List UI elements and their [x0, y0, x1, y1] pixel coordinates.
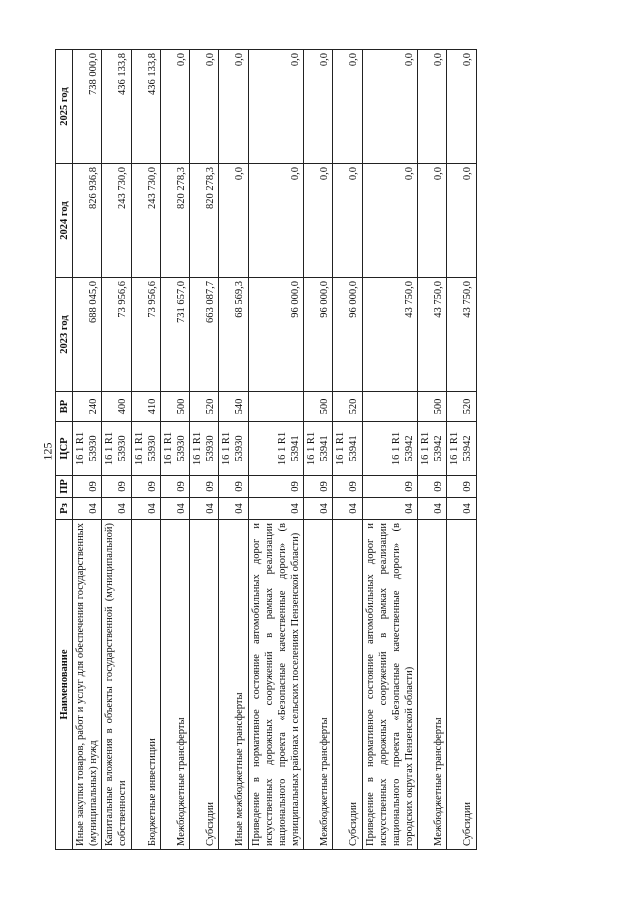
cell-2025: 0,0 [333, 50, 362, 164]
cell-2024: 0,0 [418, 164, 447, 278]
header-vr: ВР [56, 392, 73, 422]
table-row [73, 50, 102, 850]
cell-vr: 400 [102, 392, 131, 422]
cell-rz: 04 [102, 498, 131, 520]
cell-2024: 243 730,0 [131, 164, 160, 278]
cell-2023: 68 569,3 [219, 278, 248, 392]
cell-2023: 43 750,0 [418, 278, 447, 392]
table-body [73, 50, 477, 850]
cell-vr [362, 392, 418, 422]
cell-rz: 04 [304, 498, 333, 520]
cell-csr: 16 1 R1 53942 [447, 422, 476, 476]
cell-2023: 96 000,0 [333, 278, 362, 392]
cell-rz: 04 [219, 498, 248, 520]
cell-pr: 09 [102, 476, 131, 498]
table-row [219, 50, 248, 850]
cell-pr: 09 [73, 476, 102, 498]
cell-2025: 0,0 [418, 50, 447, 164]
cell-rz: 04 [362, 498, 418, 520]
cell-pr: 09 [333, 476, 362, 498]
cell-rz: 04 [333, 498, 362, 520]
cell-csr: 16 1 R1 53930 [160, 422, 189, 476]
page-number: 125 [40, 442, 55, 461]
budget-table-container [55, 50, 575, 850]
cell-csr: 16 1 R1 53941 [304, 422, 333, 476]
table-header-row [56, 50, 73, 850]
table-row [304, 50, 333, 850]
table-row [131, 50, 160, 850]
cell-2023: 43 750,0 [362, 278, 418, 392]
cell-csr: 16 1 R1 53942 [362, 422, 418, 476]
header-2023: 2023 год [56, 278, 73, 392]
cell-2024: 243 730,0 [102, 164, 131, 278]
cell-2023: 73 956,6 [131, 278, 160, 392]
cell-2024: 0,0 [219, 164, 248, 278]
cell-name: Субсидии [333, 520, 362, 850]
cell-name: Иные межбюджетные трансферты [219, 520, 248, 850]
cell-2025: 0,0 [190, 50, 219, 164]
table-row [190, 50, 219, 850]
cell-vr: 500 [418, 392, 447, 422]
cell-pr: 09 [160, 476, 189, 498]
cell-2023: 731 657,0 [160, 278, 189, 392]
cell-name: Межбюджетные трансферты [304, 520, 333, 850]
cell-csr: 16 1 R1 53941 [333, 422, 362, 476]
cell-vr: 500 [304, 392, 333, 422]
table-row [447, 50, 476, 850]
cell-csr: 16 1 R1 53941 [248, 422, 304, 476]
cell-2024: 0,0 [362, 164, 418, 278]
cell-csr: 16 1 R1 53930 [131, 422, 160, 476]
cell-rz: 04 [160, 498, 189, 520]
cell-pr: 09 [131, 476, 160, 498]
cell-vr: 410 [131, 392, 160, 422]
cell-2025: 0,0 [160, 50, 189, 164]
table-row [333, 50, 362, 850]
cell-2025: 0,0 [362, 50, 418, 164]
cell-rz: 04 [73, 498, 102, 520]
cell-2025: 0,0 [447, 50, 476, 164]
header-csr: ЦСР [56, 422, 73, 476]
cell-2025: 0,0 [219, 50, 248, 164]
cell-2025: 738 000,0 [73, 50, 102, 164]
cell-name: Субсидии [190, 520, 219, 850]
cell-rz: 04 [418, 498, 447, 520]
cell-csr: 16 1 R1 53930 [219, 422, 248, 476]
cell-vr [248, 392, 304, 422]
header-rz: Рз [56, 498, 73, 520]
cell-name: Межбюджетные трансферты [160, 520, 189, 850]
cell-rz: 04 [248, 498, 304, 520]
cell-name: Бюджетные инвестиции [131, 520, 160, 850]
header-pr: ПР [56, 476, 73, 498]
cell-pr: 09 [304, 476, 333, 498]
cell-pr: 09 [219, 476, 248, 498]
cell-2024: 820 278,3 [190, 164, 219, 278]
cell-2025: 0,0 [304, 50, 333, 164]
cell-2025: 436 133,8 [102, 50, 131, 164]
cell-2024: 826 936,8 [73, 164, 102, 278]
cell-2023: 43 750,0 [447, 278, 476, 392]
cell-2024: 0,0 [447, 164, 476, 278]
cell-2024: 820 278,3 [160, 164, 189, 278]
cell-csr: 16 1 R1 53942 [418, 422, 447, 476]
table-row [160, 50, 189, 850]
cell-name: Приведение в нормативное состояние автомобильных дорог и искусственных дорожных сооружений в рамках реализации национального проекта «Безопасные качественные дороги» (в муниципальных районах и сельских поселениях Пензенской области) [248, 520, 304, 850]
cell-pr: 09 [418, 476, 447, 498]
cell-2025: 0,0 [248, 50, 304, 164]
cell-2024: 0,0 [248, 164, 304, 278]
cell-name: Субсидии [447, 520, 476, 850]
budget-table [55, 49, 477, 850]
header-2025: 2025 год [56, 50, 73, 164]
cell-name: Иные закупки товаров, работ и услуг для обеспечения государственных (муниципальных) нужд [73, 520, 102, 850]
cell-csr: 16 1 R1 53930 [190, 422, 219, 476]
cell-rz: 04 [447, 498, 476, 520]
cell-pr: 09 [447, 476, 476, 498]
cell-2023: 96 000,0 [304, 278, 333, 392]
cell-vr: 500 [160, 392, 189, 422]
cell-pr: 09 [248, 476, 304, 498]
table-row [102, 50, 131, 850]
cell-rz: 04 [131, 498, 160, 520]
cell-2023: 688 045,0 [73, 278, 102, 392]
cell-2024: 0,0 [333, 164, 362, 278]
cell-pr: 09 [362, 476, 418, 498]
cell-vr: 540 [219, 392, 248, 422]
table-row [418, 50, 447, 850]
cell-vr: 240 [73, 392, 102, 422]
header-name: Наименование [56, 520, 73, 850]
cell-2024: 0,0 [304, 164, 333, 278]
cell-2025: 436 133,8 [131, 50, 160, 164]
cell-name: Капитальные вложения в объекты государственной (муниципальной) собственности [102, 520, 131, 850]
cell-csr: 16 1 R1 53930 [102, 422, 131, 476]
cell-2023: 96 000,0 [248, 278, 304, 392]
cell-2023: 663 087,7 [190, 278, 219, 392]
cell-rz: 04 [190, 498, 219, 520]
cell-name: Межбюджетные трансферты [418, 520, 447, 850]
cell-pr: 09 [190, 476, 219, 498]
cell-vr: 520 [333, 392, 362, 422]
cell-name: Приведение в нормативное состояние автомобильных дорог и искусственных дорожных сооружений в рамках реализации национального проекта «Безопасные качественные дороги» (в городских округах Пензенской области) [362, 520, 418, 850]
header-2024: 2024 год [56, 164, 73, 278]
cell-csr: 16 1 R1 53930 [73, 422, 102, 476]
table-row [248, 50, 304, 850]
cell-vr: 520 [190, 392, 219, 422]
table-row [362, 50, 418, 850]
cell-vr: 520 [447, 392, 476, 422]
cell-2023: 73 956,6 [102, 278, 131, 392]
